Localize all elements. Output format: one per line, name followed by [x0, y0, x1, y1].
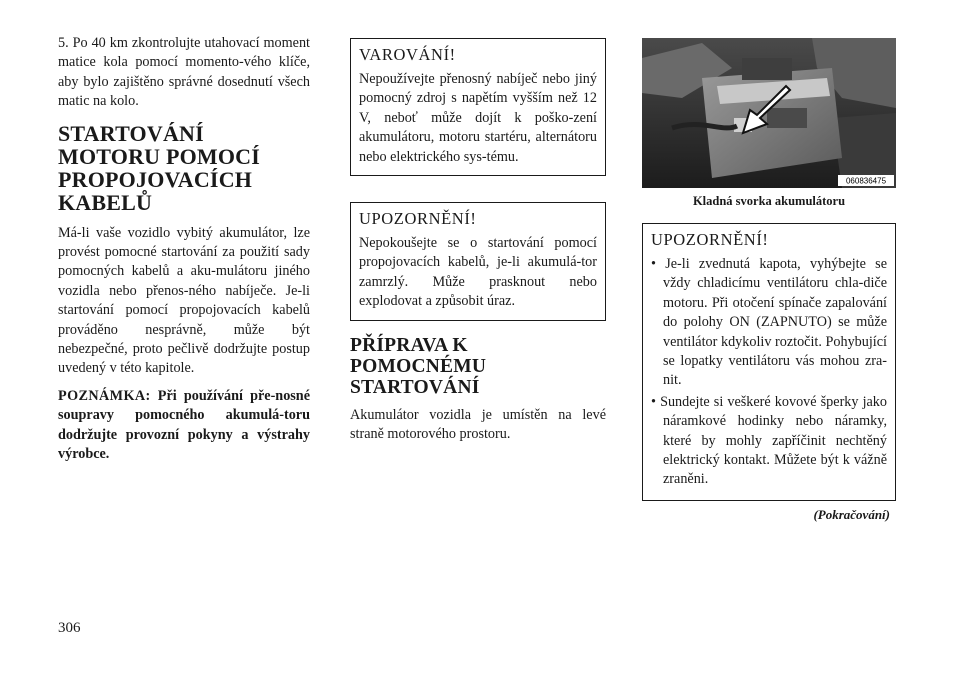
section-heading-jump-start: STARTOVÁNÍ MOTORU POMOCÍ PROPOJOVACÍCH KABELŮ — [58, 120, 261, 215]
note-text: Při používání pře-nosné soupravy pomocného akumulá-toru dodržujte provozní pokyny a výstrahy výrobce. — [58, 387, 310, 463]
photo-code: 060836475 — [845, 176, 887, 186]
step-5-text: 5. Po 40 km zkontrolujte utahovací moment matice kola pomocí momento-vého klíče, aby bylo zajištěno správné dosednutí všech matic na kolo. — [58, 35, 310, 110]
caution-box-frozen — [350, 202, 606, 321]
jump-start-intro: Má-li vaše vozidlo vybitý akumulátor, lze provést pomocné startování za použití sady pomocných kabelů a aku-mulátoru jiného vozidla nebo přenos-ného nabíječe. Je-li startování pomocí propojovacích kabelů prováděno nesprávně, může být nebezpečné, proto pečlivě dodržujte postup uvedený v této kapitole. — [58, 224, 310, 377]
caution-title: UPOZORNĚNÍ! — [651, 230, 769, 249]
column-middle — [350, 34, 606, 452]
warning-text: Nepoužívejte přenosný nabíječ nebo jiný pomocný zdroj s napětím vyšším než 12 V, neboť může dojít k poško-zení akumulátoru, motoru startéru, alternátoru nebo elektrického sys-tému. — [359, 71, 597, 165]
column-right — [642, 34, 896, 523]
preparation-text: Akumulátor vozidla je umístěn na levé straně motorového prostoru. — [350, 406, 606, 443]
column-left — [58, 34, 310, 473]
battery-illustration — [642, 38, 896, 188]
continued-label: (Pokračování) — [813, 506, 890, 522]
section-heading-preparation: PŘÍPRAVA K POMOCNÉMU STARTOVÁNÍ — [350, 334, 487, 398]
photo-caption: Kladná svorka akumulátoru — [692, 194, 846, 208]
page-number: 306 — [58, 620, 81, 636]
note-label: POZNÁMKA: — [58, 387, 151, 404]
caution-bullet: • Sundejte si veškeré kovové šperky jako náramkové hodinky nebo náramky, které by mohly zapříčinit nechtěný elektrický kontakt. Můžete být k vážně zraněni. — [651, 393, 887, 488]
warning-box — [350, 38, 606, 176]
warning-title: VAROVÁNÍ! — [359, 45, 456, 64]
caution-bullet-list — [651, 255, 887, 490]
caution-title: UPOZORNĚNÍ! — [359, 209, 477, 229]
caution-text: Nepokoušejte se o startování pomocí propojovacích kabelů, je-li akumulá-tor zamrzlý. Může prasknout nebo explodovat a způsobit úraz. — [359, 235, 597, 310]
caution-bullet: • Je-li zvednutá kapota, vyhýbejte se vždy chladicímu ventilátoru chla-diče motoru. Při otočení spínače zapalování do polohy ON (ZAPNUTO) se může ventilátor kdykoliv roztočit. Pohybující se lopatky ventilátoru vás mohou zra-nit. — [651, 256, 887, 389]
caution-box-fan — [642, 223, 896, 501]
note-paragraph — [58, 387, 310, 465]
battery-photo — [642, 38, 896, 188]
